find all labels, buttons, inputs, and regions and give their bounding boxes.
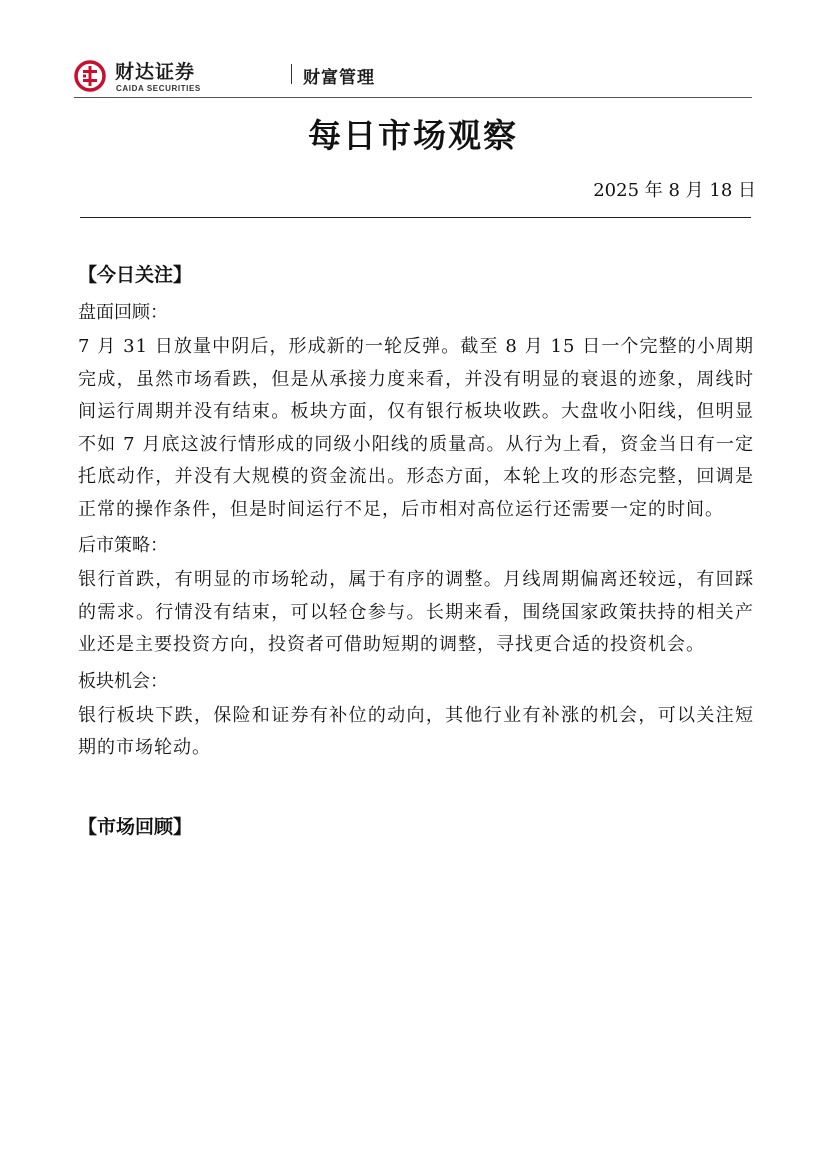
strategy-paragraph: 银行首跌，有明显的市场轮动，属于有序的调整。月线周期偏离还较远，有回踩的需求。行情没有结束，可以轻仓参与。长期来看，围绕国家政策扶持的相关产业还是主要投资方向，投资者可借助短期的调整，寻找更合适的投资机会。	[78, 569, 754, 655]
report-body	[78, 255, 754, 847]
sector-label: 板块机会：	[78, 670, 168, 692]
section-spacer	[78, 767, 754, 807]
review-paragraph: 7 月 31 日放量中阴后，形成新的一轮反弹。截至 8 月 15 日一个完整的小周期完成，虽然市场看跌，但是从承接力度来看，并没有明显的衰退的迹象，周线时间运行周期并没有结束。板块方面，仅有银行板块收跌。大盘收小阳线，但明显不如 7 月底这波行情形成的同级小阳线的质量高。从行为上看，资金当日有一定托底动作，并没有大规模的资金流出。形态方面，本轮上攻的形态完整，回调是正常的操作条件，但是时间运行不足，后市相对高位运行还需要一定的时间。	[78, 336, 754, 520]
brand-name: 财达证券	[115, 61, 196, 83]
section-heading-focus: 【今日关注】	[78, 264, 193, 286]
review-label: 盘面回顾：	[78, 302, 168, 323]
report-date: 2025 年 8 月 18 日	[593, 180, 756, 201]
strategy-label: 后市策略：	[78, 535, 168, 556]
header-divider	[74, 97, 752, 98]
sector-paragraph: 银行板块下跌，保险和证券有补位的动向，其他行业有补涨的机会，可以关注短期的市场轮动。	[78, 704, 754, 758]
page-header	[74, 58, 752, 98]
page-title: 每日市场观察	[308, 116, 518, 155]
title-divider	[80, 217, 751, 218]
brand-name-en: CAIDA SECURITIES	[116, 84, 201, 93]
sub-brand: 财富管理	[303, 68, 375, 88]
section-heading-market: 【市场回顾】	[78, 815, 193, 838]
caida-logo-icon	[74, 60, 106, 92]
brand-divider	[291, 64, 292, 84]
